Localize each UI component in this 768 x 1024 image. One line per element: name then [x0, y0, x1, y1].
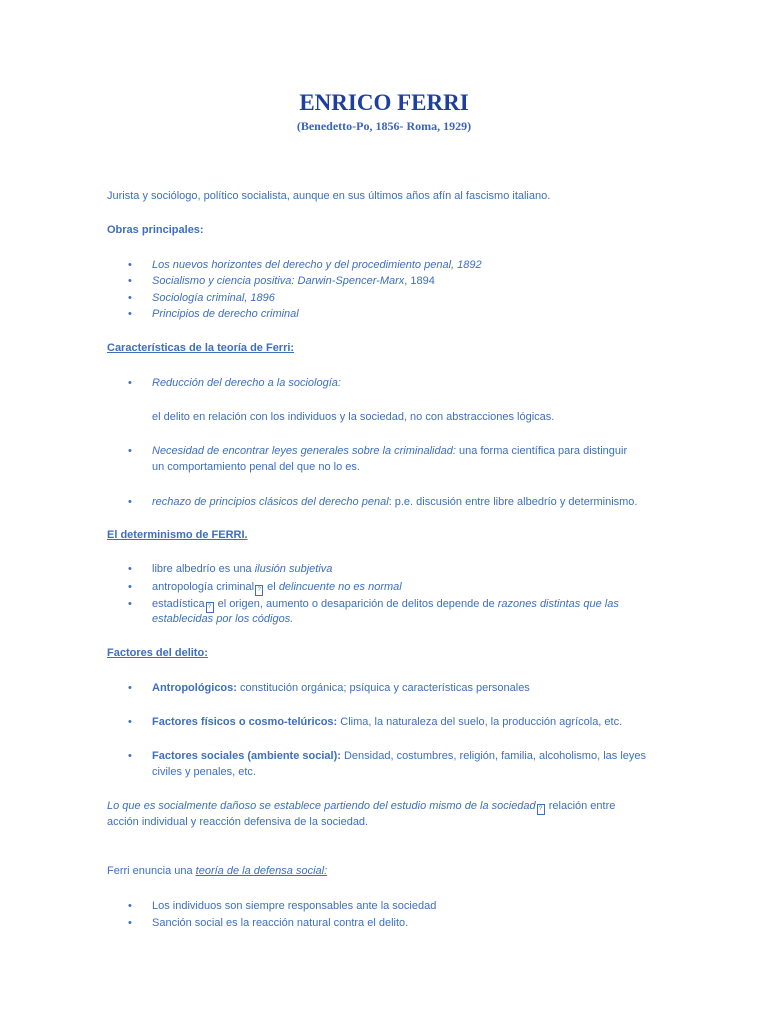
factores-item-1-text: constitución orgánica; psíquica y características personales: [236, 682, 530, 694]
obras-item-year: , 1894: [404, 275, 435, 287]
defensa-item: Los individuos son siempre responsables ante la sociedad: [152, 900, 437, 912]
caracteristicas-item-1-detail: el delito en relación con los individuos y la sociedad, no con abstracciones lógicas.: [152, 411, 555, 423]
missing-glyph-icon: ?: [206, 602, 214, 613]
obras-item: [152, 291, 275, 306]
factores-item-3-label: Factores sociales (ambiente social):: [152, 750, 341, 762]
conclusion-lead: Lo que es socialmente dañoso se establece partiendo del estudio mismo de la sociedad: [107, 800, 536, 812]
determinismo-heading: El determinismo de FERRI.: [107, 529, 248, 541]
factores-item-3-continuation: civiles y penales, etc.: [152, 766, 256, 778]
bullet-icon: •: [128, 496, 132, 508]
factores-item-3: [152, 749, 646, 764]
caracteristicas-item-3-text: : p.e. discusión entre libre albedrío y determinismo.: [388, 496, 638, 508]
bullet-icon: •: [128, 377, 132, 389]
bullet-icon: •: [128, 581, 132, 593]
missing-glyph-icon: ?: [255, 585, 263, 596]
bullet-icon: •: [128, 598, 132, 610]
conclusion-paragraph: [107, 799, 615, 815]
caracteristicas-item-2-text: una forma científica para distinguir: [455, 445, 628, 457]
determinismo-item-2-text: antropología criminal: [152, 581, 255, 593]
bullet-icon: •: [128, 275, 132, 287]
bullet-icon: •: [128, 682, 132, 694]
caracteristicas-heading: Características de la teoría de Ferri:: [107, 342, 295, 354]
determinismo-item-3-body: el origen, aumento o desaparición de delitos depende de: [214, 598, 498, 610]
caracteristicas-item-2: [152, 444, 627, 459]
bullet-icon: •: [128, 259, 132, 271]
determinismo-item-1-text: libre albedrío es una: [152, 563, 255, 575]
defensa-link[interactable]: teoría de la defensa social:: [195, 865, 328, 877]
defensa-intro-text: Ferri enuncia una: [107, 865, 196, 877]
obras-item-title: Principios de derecho criminal: [152, 308, 299, 320]
bullet-icon: •: [128, 917, 132, 929]
bullet-icon: •: [128, 308, 132, 320]
factores-item-2-text: Clima, la naturaleza del suelo, la producción agrícola, etc.: [337, 716, 623, 728]
determinismo-item-3: [152, 597, 619, 613]
obras-heading: Obras principales:: [107, 224, 204, 236]
factores-item-1: [152, 681, 530, 696]
determinismo-item-3-continuation: establecidas por los códigos.: [152, 613, 294, 625]
bullet-icon: •: [128, 716, 132, 728]
determinismo-item-3-text: estadística: [152, 598, 205, 610]
obras-item-title: Los nuevos horizontes del derecho y del procedimiento penal, 1892: [152, 259, 482, 271]
conclusion-text: relación entre: [545, 800, 616, 812]
obras-item-title: Sociología criminal, 1896: [152, 292, 275, 304]
bullet-icon: •: [128, 445, 132, 457]
determinismo-item-3-emphasis: razones distintas que las: [497, 598, 619, 610]
bullet-icon: •: [128, 900, 132, 912]
determinismo-item-2: [152, 580, 402, 596]
intro-paragraph: Jurista y sociólogo, político socialista, aunque en sus últimos años afín al fascismo italiano.: [107, 190, 551, 202]
factores-item-2: [152, 715, 622, 730]
defensa-item: Sanción social es la reacción natural contra el delito.: [152, 917, 409, 929]
caracteristicas-item-2-lead: Necesidad de encontrar leyes generales sobre la criminalidad:: [152, 445, 456, 457]
caracteristicas-item-2-continuation: un comportamiento penal del que no lo es.: [152, 461, 360, 473]
bullet-icon: •: [128, 563, 132, 575]
factores-item-1-label: Antropológicos:: [152, 682, 237, 694]
determinismo-item-2-emphasis: delincuente no es normal: [278, 581, 402, 593]
obras-item: [152, 274, 435, 289]
bullet-icon: •: [128, 292, 132, 304]
factores-heading: Factores del delito:: [107, 647, 208, 659]
document-subtitle: (Benedetto-Po, 1856- Roma, 1929): [296, 119, 472, 133]
obras-item: [152, 307, 299, 322]
determinismo-item-2-connector: el: [264, 581, 279, 593]
bullet-icon: •: [128, 750, 132, 762]
determinismo-item-1: [152, 562, 332, 577]
missing-glyph-icon: ?: [537, 804, 545, 815]
caracteristicas-item-3-lead: rechazo de principios clásicos del derecho penal: [152, 496, 389, 508]
conclusion-continuation: acción individual y reacción defensiva de la sociedad.: [107, 816, 369, 828]
obras-item-title: Socialismo y ciencia positiva: Darwin-Spencer-Marx: [152, 275, 405, 287]
factores-item-3-text: Densidad, costumbres, religión, familia, alcoholismo, las leyes: [340, 750, 646, 762]
document-title: ENRICO FERRI: [299, 90, 469, 115]
defensa-intro: [107, 864, 327, 879]
factores-item-2-label: Factores físicos o cosmo-telúricos:: [152, 716, 338, 728]
caracteristicas-item-3: [152, 495, 637, 510]
obras-item: [152, 258, 482, 273]
determinismo-item-1-emphasis: ilusión subjetiva: [254, 563, 333, 575]
caracteristicas-item-1: Reducción del derecho a la sociología:: [152, 377, 341, 389]
